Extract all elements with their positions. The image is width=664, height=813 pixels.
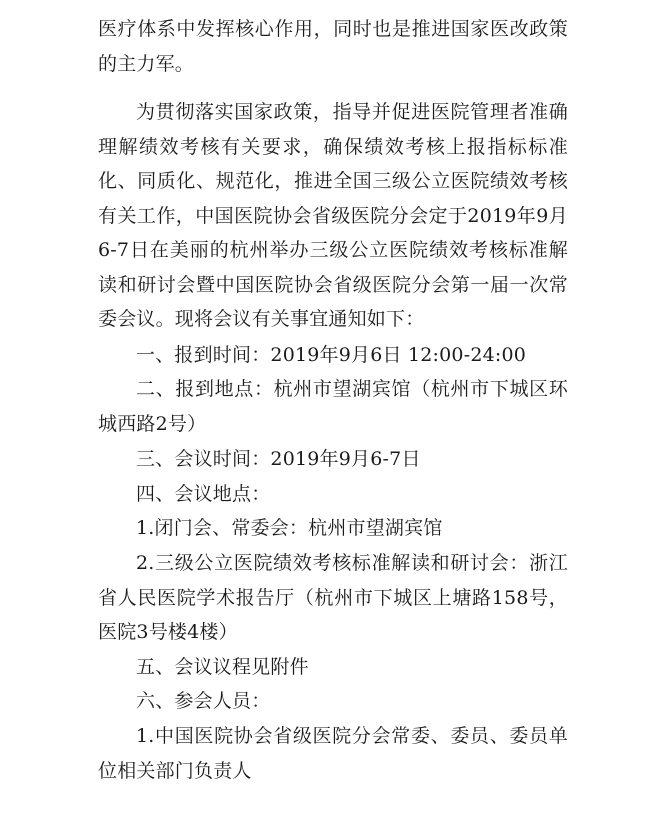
item-meeting-location-1: 1.闭门会、常委会：杭州市望湖宾馆	[136, 517, 443, 539]
item-attendees: 六、参会人员：	[136, 690, 271, 712]
item-registration-location: 二、报到地点：杭州市望湖宾馆（杭州市下城区环城西路2号）	[98, 378, 568, 435]
paragraph-intro-continuation: 医疗体系中发挥核心作用，同时也是推进国家医改政策的主力军。	[98, 18, 568, 75]
item-meeting-location: 四、会议地点：	[136, 483, 271, 505]
item-registration-time: 一、报到时间：2019年9月6日 12:00-24:00	[136, 344, 527, 366]
item-attendees-1: 1.中国医院协会省级医院分会常委、委员、委员单位相关部门负责人	[98, 725, 568, 782]
item-meeting-time: 三、会议时间：2019年9月6-7日	[136, 448, 421, 470]
item-meeting-location-2: 2.三级公立医院绩效考核标准解读和研讨会：浙江省人民医院学术报告厅（杭州市下城区上塘路158号，医院3号楼4楼）	[98, 552, 568, 643]
paragraph-purpose: 为贯彻落实国家政策，指导并促进医院管理者准确理解绩效考核有关要求，确保绩效考核上报指标标准化、同质化、规范化，推进全国三级公立医院绩效考核有关工作，中国医院协会省级医院分会定于2019年9月6-7日在美丽的杭州举办三级公立医院绩效考核标准解读和研讨会暨中国医院协会省级医院分会第一届一次常委会议。现将会议有关事宜通知如下：	[98, 101, 568, 330]
item-agenda: 五、会议议程见附件	[136, 656, 309, 678]
